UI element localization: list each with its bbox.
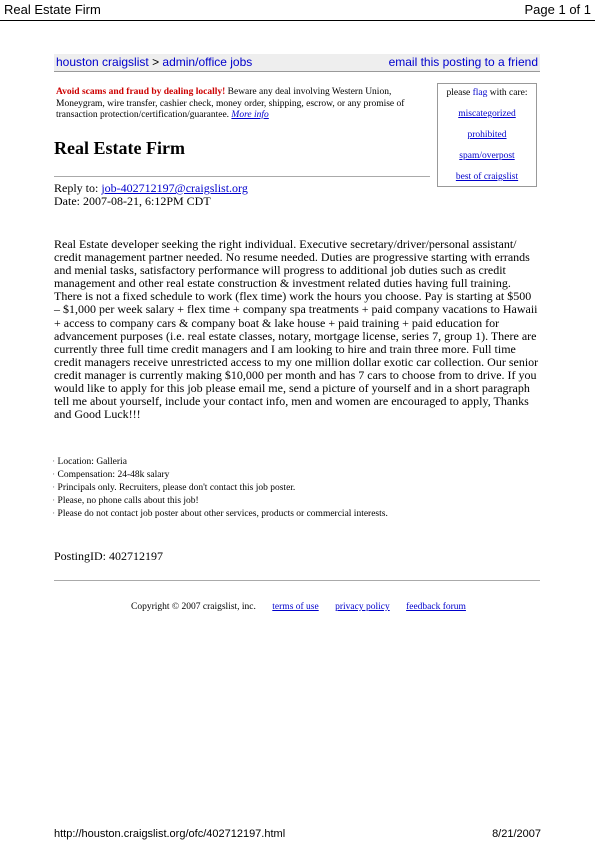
terms-link[interactable]: terms of use	[272, 602, 319, 612]
scam-warning-bold: Avoid scams and fraud by dealing locally!	[56, 87, 226, 97]
print-footer-url: http://houston.craigslist.org/ofc/402712197.html	[54, 828, 286, 840]
footer-divider	[54, 580, 540, 581]
reply-email-link[interactable]: job-402712197@craigslist.org	[101, 181, 248, 195]
feedback-link[interactable]: feedback forum	[406, 602, 466, 612]
email-to-friend-link[interactable]: email this posting to a friend	[388, 55, 538, 69]
flag-link[interactable]: flag	[472, 88, 488, 98]
more-info-link[interactable]: More info	[231, 110, 269, 120]
site-footer	[131, 602, 466, 612]
print-header-page: Page 1 of 1	[524, 2, 591, 17]
meta-location: · Location: Galleria	[52, 456, 388, 469]
breadcrumb	[56, 55, 252, 69]
breadcrumb-bar	[54, 54, 540, 72]
breadcrumb-category-link[interactable]: admin/office jobs	[162, 55, 253, 69]
scam-warning-text: Beware any deal involving Western Union, Moneygram, wire transfer, cashier check, money order, shipping, escrow, or any promise of transaction protection/certification/guarantee.	[56, 87, 405, 120]
print-footer-date: 8/21/2007	[492, 828, 541, 840]
posting-meta-list	[52, 456, 388, 521]
posting-body: Real Estate developer seeking the right individual. Executive secretary/driver/personal assistant/ credit management partner needed. No resume needed. Duties are progressive starting with errands and menial tasks, satisfactory performance will progress to additional job duties such as credit management and other real estate construction & investment related duties having full training. There is not a fixed schedule to work (flex time) work the hours you choose. Pay is starting at $500 – $1,000 per week salary + flex time + company spa treatments + paid company vacations to Hawaii + access to company cars & company boat & lake house + paid training + paid education for advancement purposes (i.e. real estate classes, notary, mortgage license, series 7, group 1). There are currently three full time credit managers and I am looking to hire and train three more. Full time credit managers receive unrestricted access to my one million dollar exotic car collection. Our senior credit manager is currently making $10,000 per month and has 7 cars to choose from to drive. If you would like to apply for this job please email me, send a picture of yourself and in a short paragraph tell me about yourself, include your contact info, men and women are encouraged to apply, Thanks and Good Luck!!!	[54, 237, 539, 422]
meta-no-solicit: · Please do not contact job poster about other services, products or commercial interests.	[52, 508, 388, 521]
breadcrumb-separator: >	[152, 55, 160, 69]
posting-title: Real Estate Firm	[54, 138, 185, 158]
title-divider	[54, 176, 430, 177]
reply-info	[54, 182, 248, 208]
flag-suffix: with care:	[487, 88, 528, 98]
flag-prefix: please	[446, 88, 473, 98]
scam-warning	[56, 87, 426, 122]
meta-principals: · Principals only. Recruiters, please don't contact this job poster.	[52, 482, 388, 495]
print-header-title: Real Estate Firm	[4, 2, 101, 17]
breadcrumb-site-link[interactable]: houston craigslist	[56, 55, 149, 69]
print-header-rule	[0, 20, 595, 21]
flag-spam-link[interactable]: spam/overpost	[459, 151, 515, 161]
flag-miscategorized-link[interactable]: miscategorized	[458, 109, 516, 119]
flag-box-heading	[438, 88, 536, 99]
flag-prohibited-link[interactable]: prohibited	[467, 130, 507, 140]
flag-box	[437, 83, 537, 187]
reply-label: Reply to:	[54, 181, 102, 195]
meta-no-calls: · Please, no phone calls about this job!	[52, 495, 388, 508]
meta-compensation: · Compensation: 24-48k salary	[52, 469, 388, 482]
copyright: Copyright © 2007 craigslist, inc.	[131, 602, 256, 612]
posting-date: Date: 2007-08-21, 6:12PM CDT	[54, 194, 211, 208]
flag-best-of-link[interactable]: best of craigslist	[455, 172, 519, 182]
privacy-link[interactable]: privacy policy	[335, 602, 390, 612]
posting-id: PostingID: 402712197	[54, 549, 164, 563]
